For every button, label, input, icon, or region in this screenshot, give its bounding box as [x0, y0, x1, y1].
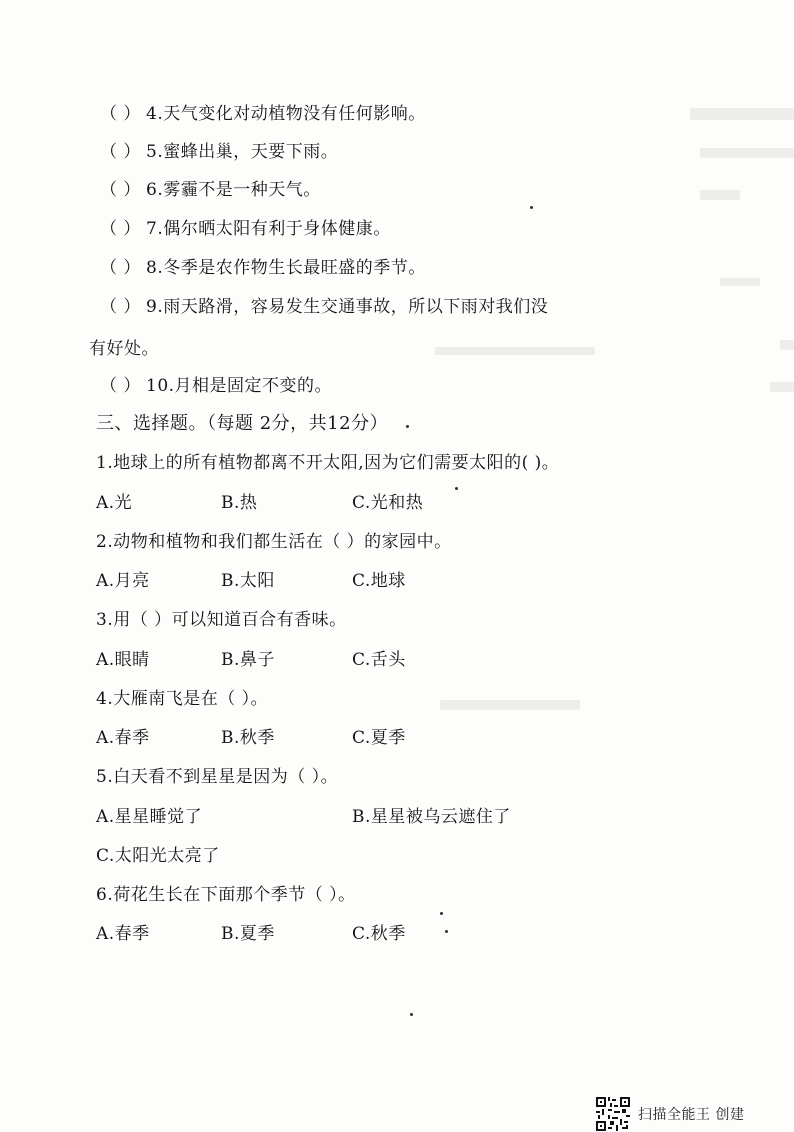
answer-blank[interactable]: （ ） [100, 180, 141, 200]
judgment-text: 6.雾霾不是一种天气。 [146, 180, 321, 200]
option-c[interactable]: C.地球 [352, 571, 406, 591]
option-c[interactable]: C.舌头 [352, 650, 406, 670]
watermark-text: 扫描全能王 创建 [638, 1107, 745, 1123]
option-b[interactable]: B.夏季 [221, 924, 275, 944]
bleed-through-mark [720, 278, 760, 286]
option-a[interactable]: A.星星睡觉了 [96, 807, 203, 827]
option-a[interactable]: A.春季 [96, 728, 150, 748]
judgment-item [100, 178, 321, 202]
judgment-item [100, 295, 548, 319]
scan-speck [455, 487, 458, 490]
option-a[interactable]: A.月亮 [96, 571, 150, 591]
scan-speck [410, 1013, 413, 1016]
option-c[interactable]: C.太阳光太亮了 [96, 846, 220, 866]
option-c[interactable]: C.光和热 [352, 493, 424, 513]
judgment-item [100, 102, 426, 126]
option-b[interactable]: B.秋季 [221, 728, 275, 748]
option-row [96, 805, 511, 829]
scan-speck [406, 425, 409, 428]
option-row [96, 648, 406, 672]
judgment-text: 4.天气变化对动植物没有任何影响。 [146, 104, 426, 124]
bleed-through-mark [700, 190, 740, 200]
option-b[interactable]: B.鼻子 [221, 650, 275, 670]
answer-blank[interactable]: （ ） [100, 376, 141, 396]
option-c[interactable]: C.秋季 [352, 924, 406, 944]
scanner-watermark [596, 1096, 744, 1132]
section-title: 三、选择题。（每题 2分，共12分） [96, 413, 389, 434]
scan-speck [530, 206, 533, 209]
option-row [96, 922, 406, 946]
scan-speck [445, 930, 448, 933]
bleed-through-mark [690, 108, 794, 120]
option-row [96, 491, 423, 515]
bleed-through-mark [780, 340, 794, 350]
option-c[interactable]: C.夏季 [352, 728, 406, 748]
judgment-text: 有好处。 [89, 339, 159, 359]
judgment-item [100, 140, 338, 164]
qr-code-icon [596, 1097, 630, 1131]
question-stem: 4.大雁南飞是在（ ）。 [96, 689, 269, 709]
option-row [96, 844, 220, 868]
option-a[interactable]: A.眼睛 [96, 650, 150, 670]
scan-speck [440, 912, 443, 915]
answer-blank[interactable]: （ ） [100, 104, 141, 124]
question-stem: 1.地球上的所有植物都离不开太阳,因为它们需要太阳的( )。 [96, 453, 560, 473]
answer-blank[interactable]: （ ） [100, 219, 141, 239]
judgment-text: 9.雨天路滑，容易发生交通事故，所以下雨对我们没 [146, 297, 549, 317]
option-a[interactable]: A.春季 [96, 924, 150, 944]
option-row [96, 726, 406, 750]
answer-blank[interactable]: （ ） [100, 142, 141, 162]
judgment-continuation [89, 337, 159, 361]
option-a[interactable]: A.光 [96, 493, 133, 513]
judgment-item [100, 374, 332, 398]
bleed-through-mark [770, 382, 794, 392]
answer-blank[interactable]: （ ） [100, 297, 141, 317]
option-b[interactable]: B.星星被乌云遮住了 [352, 807, 511, 827]
option-b[interactable]: B.太阳 [221, 571, 275, 591]
question-stem: 6.荷花生长在下面那个季节（ ）。 [96, 885, 356, 905]
bleed-through-mark [435, 347, 595, 355]
judgment-item [100, 217, 391, 241]
judgment-text: 7.偶尔晒太阳有利于身体健康。 [146, 219, 391, 239]
bleed-through-mark [700, 148, 794, 158]
judgment-item [100, 256, 426, 280]
option-b[interactable]: B.热 [221, 493, 258, 513]
judgment-text: 8.冬季是农作物生长最旺盛的季节。 [146, 258, 426, 278]
question-stem: 3.用（ ）可以知道百合有香味。 [96, 610, 347, 630]
judgment-text: 5.蜜蜂出巢，天要下雨。 [146, 142, 339, 162]
answer-blank[interactable]: （ ） [100, 258, 141, 278]
judgment-text: 10.月相是固定不变的。 [146, 376, 333, 396]
question-stem: 2.动物和植物和我们都生活在（ ）的家园中。 [96, 532, 452, 552]
question-stem: 5.白天看不到星星是因为（ ）。 [96, 767, 339, 787]
option-row [96, 569, 406, 593]
bleed-through-mark [440, 700, 580, 710]
